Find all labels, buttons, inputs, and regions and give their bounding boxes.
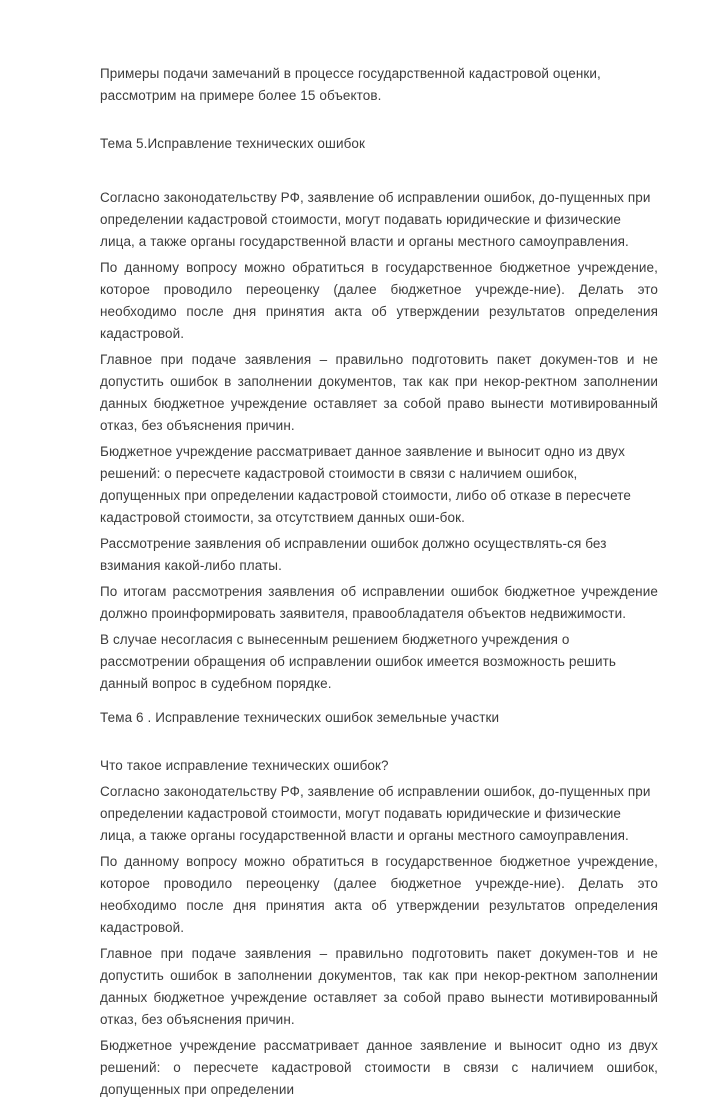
paragraph-budget-institution-contact-repeat: По данному вопросу можно обратиться в государственное бюджетное учреждение, которое проводило переоценку (далее бюджетное учрежде-ние). Делать это необходимо после дня принятия акта об утверждении результатов определения кадастровой. <box>100 854 658 935</box>
paragraph-application-preparation-repeat: Главное при подаче заявления – правильно подготовить пакет докумен-тов и не допустить ошибок в заполнении документов, так как при некор-ректном заполнении данных бюджетное учреждение оставляет за собой право вынести мотивированный отказ, без объяснения причин. <box>100 946 658 1027</box>
paragraph-budget-institution-contact: По данному вопросу можно обратиться в государственное бюджетное учреждение, которое проводило переоценку (далее бюджетное учрежде-ние). Делать это необходимо после дня принятия акта об утверждении результатов определения кадастровой. <box>100 260 658 341</box>
paragraph-application-preparation: Главное при подаче заявления – правильно подготовить пакет докумен-тов и не допустить ошибок в заполнении документов, так как при некор-ректном заполнении данных бюджетное учреждение оставляет за собой право вынести мотивированный отказ, без объяснения причин. <box>100 352 658 433</box>
paragraph-law-basis-repeat: Согласно законодательству РФ, заявление об исправлении ошибок, до-пущенных при определении кадастровой стоимости, могут подавать юридические и физические лица, а также органы государственной власти и органы местного самоуправления. <box>100 784 651 843</box>
paragraph-inform-applicant: По итогам рассмотрения заявления об исправлении ошибок бюджетное учреждение должно проинформировать заявителя, правообладателя объектов недвижимости. <box>100 584 658 621</box>
paragraph-two-decisions-truncated: Бюджетное учреждение рассматривает данное заявление и выносит одно из двух решений: о пересчете кадастровой стоимости в связи с наличием ошибок, допущенных при определении <box>100 1038 658 1097</box>
paragraph-no-fee: Рассмотрение заявления об исправлении ошибок должно осуществлять-ся без взимания какой-либо платы. <box>100 536 607 573</box>
paragraph-what-is-error-correction: Что такое исправление технических ошибок? <box>100 758 389 773</box>
paragraph-court-option: В случае несогласия с вынесенным решением бюджетного учреждения о рассмотрении обращения об исправлении ошибок имеется возможность решить данный вопрос в судебном порядке. <box>100 632 617 691</box>
heading-topic-6: Тема 6 . Исправление технических ошибок земельные участки <box>100 710 500 725</box>
paragraph-two-decisions: Бюджетное учреждение рассматривает данное заявление и выносит одно из двух решений: о пересчете кадастровой стоимости в связи с наличием ошибок, допущенных при определении кадастровой стоимости, либо об отказе в пересчете кадастровой стоимости, за отсутствием данных оши-бок. <box>100 444 631 525</box>
heading-topic-5: Тема 5.Исправление технических ошибок <box>100 136 366 151</box>
paragraph-law-basis: Согласно законодательству РФ, заявление об исправлении ошибок, до-пущенных при определении кадастровой стоимости, могут подавать юридические и физические лица, а также органы государственной власти и органы местного самоуправления. <box>100 190 651 249</box>
paragraph-examples-intro: Примеры подачи замечаний в процессе государственной кадастровой оценки, рассмотрим на примере более 15 объектов. <box>100 66 601 103</box>
